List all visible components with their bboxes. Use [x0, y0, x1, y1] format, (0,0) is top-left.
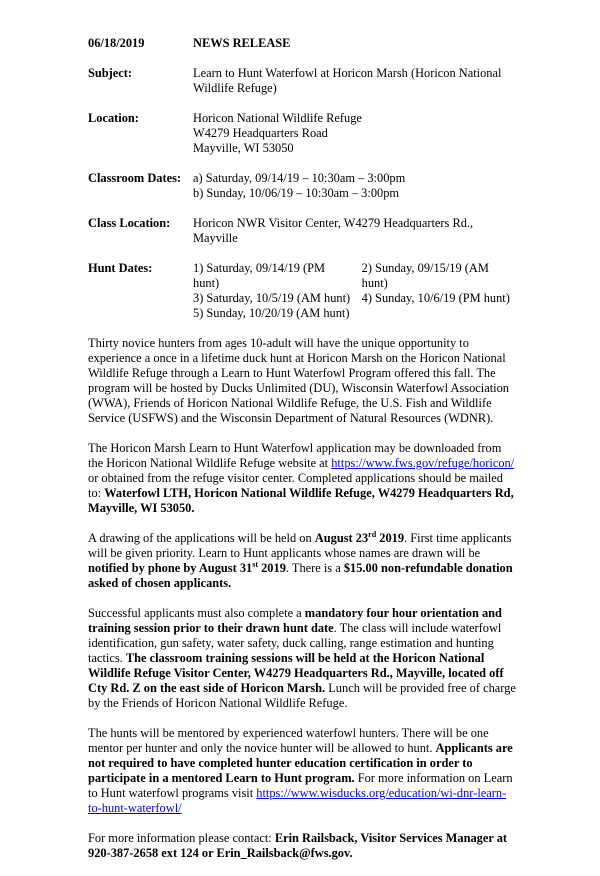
mailing-address: Horicon National Wildlife Refuge, W4279 Headquarters Rd, Mayville, WI 53050.: [88, 486, 514, 515]
class-location-value: Horicon NWR Visitor Center, W4279 Headquarters Rd., Mayville: [193, 216, 474, 245]
mentor-text: For more information on Learn to Hunt waterfowl programs visit: [88, 771, 513, 800]
orientation-paragraph: [88, 606, 518, 711]
wisducks-link[interactable]: https://www.wisducks.org/education/wi-dnr-learn-to-hunt-waterfowl/: [88, 786, 507, 815]
subject-label: Subject:: [88, 66, 133, 80]
header-row: [88, 36, 518, 51]
contact-paragraph: [88, 831, 518, 861]
orientation-text: Successful applicants must also complete a: [88, 606, 305, 620]
location-label: Location:: [88, 111, 139, 125]
classroom-dates-row: [88, 171, 518, 201]
notification-date: notified by phone by August 31st 2019: [88, 559, 286, 575]
classroom-date: a) Saturday, 09/14/19 – 10:30am – 3:00pm: [193, 171, 406, 185]
drawing-text: A drawing of the applications will be held on: [88, 531, 315, 545]
hunt-date: 2) Sunday, 09/15/19 (AM hunt): [361, 261, 489, 290]
subject-value: [193, 66, 518, 96]
mentor-text: The hunts will be mentored by experienced waterfowl hunters. There will be one mentor per hunter and only the novice hunter will be allowed to hunt.: [88, 726, 489, 755]
drawing-paragraph: [88, 531, 518, 591]
class-location-row: [88, 216, 518, 246]
drawing-text: . First time applicants will be given priority. Learn to Hunt applicants whose names are drawn will be: [88, 531, 512, 560]
certification-note: Applicants are not required to have completed hunter education certification in order to participate in a mentored Learn to Hunt program.: [88, 741, 513, 785]
hunt-date: 3) Saturday, 10/5/19 (AM hunt): [193, 291, 351, 305]
location-line: W4279 Headquarters Road: [193, 126, 328, 140]
mentor-paragraph: [88, 726, 518, 816]
subject-line: Learn to Hunt Waterfowl at Horicon Marsh (Horicon National: [193, 66, 502, 80]
hunt-date: 1) Saturday, 09/14/19 (PM hunt): [193, 261, 326, 290]
subject-row: [88, 66, 518, 96]
application-text: or obtained from the refuge visitor center. Completed applications should be mailed to:: [88, 471, 503, 500]
classroom-dates-value: [193, 171, 518, 201]
news-release-document: [88, 36, 518, 876]
hunt-date: 5) Sunday, 10/20/19 (AM hunt): [193, 306, 350, 320]
contact-details: Erin Railsback, Visitor Services Manager at 920-387-2658 ext 124 or Erin_Railsback@fws.gov.: [88, 831, 508, 860]
classroom-date: b) Sunday, 10/06/19 – 10:30am – 3:00pm: [193, 186, 400, 200]
location-value: [193, 111, 518, 156]
release-date: 06/18/2019: [88, 36, 145, 50]
mailing-name: Waterfowl LTH: [104, 486, 189, 500]
application-text: The Horicon Marsh Learn to Hunt Waterfowl application may be downloaded from the Horicon National Wildlife Refuge website at: [88, 441, 502, 470]
location-row: [88, 111, 518, 156]
location-line: Mayville, WI 53050: [193, 141, 294, 155]
drawing-date: August 23rd 2019: [314, 529, 405, 545]
mandatory-session: mandatory four hour orientation and training session prior to their drawn hunt date: [88, 606, 502, 635]
training-location: The classroom training sessions will be held at the Horicon National Wildlife Refuge Visitor Center, W4279 Headquarters Rd., Mayville, located off Cty Rd. Z on the east side of Horicon Marsh.: [88, 651, 504, 695]
class-location-label: Class Location:: [88, 216, 171, 230]
drawing-text: . There is a: [285, 561, 344, 575]
classroom-dates-label: Classroom Dates:: [88, 171, 182, 185]
orientation-text: . The class will include waterfowl identification, gun safety, water safety, duck calling, range estimation and hunting tactics.: [88, 621, 502, 665]
refuge-website-link[interactable]: https://www.fws.gov/refuge/horicon/: [331, 456, 515, 470]
mailing-separator: ,: [188, 486, 195, 500]
contact-text: For more information please contact:: [88, 831, 275, 845]
hunt-dates-label: Hunt Dates:: [88, 261, 153, 275]
donation-notice: $15.00 non-refundable donation asked of chosen applicants.: [88, 561, 513, 590]
application-paragraph: [88, 441, 518, 516]
hunt-dates-list: [193, 261, 518, 321]
orientation-text: Lunch will be provided free of charge by the Friends of Horicon National Wildlife Refuge.: [88, 681, 516, 710]
subject-line: Wildlife Refuge): [193, 81, 277, 95]
intro-paragraph: Thirty novice hunters from ages 10-adult will have the unique opportunity to experience a once in a lifetime duck hunt at Horicon Marsh on the Horicon National Wildlife Refuge through a Learn to Hunt Waterfowl Program offered this fall. The program will be hosted by Ducks Unlimited (DU), Wisconsin Waterfowl Association (WWA), Friends of Horicon National Wildlife Refuge, the U.S. Fish and Wildlife Service (USFWS) and the Wisconsin Department of Natural Resources (WDNR).: [88, 336, 509, 425]
release-type: NEWS RELEASE: [193, 36, 291, 50]
location-line: Horicon National Wildlife Refuge: [193, 111, 362, 125]
hunt-dates-row: [88, 261, 518, 321]
hunt-date: 4) Sunday, 10/6/19 (PM hunt): [361, 291, 510, 305]
